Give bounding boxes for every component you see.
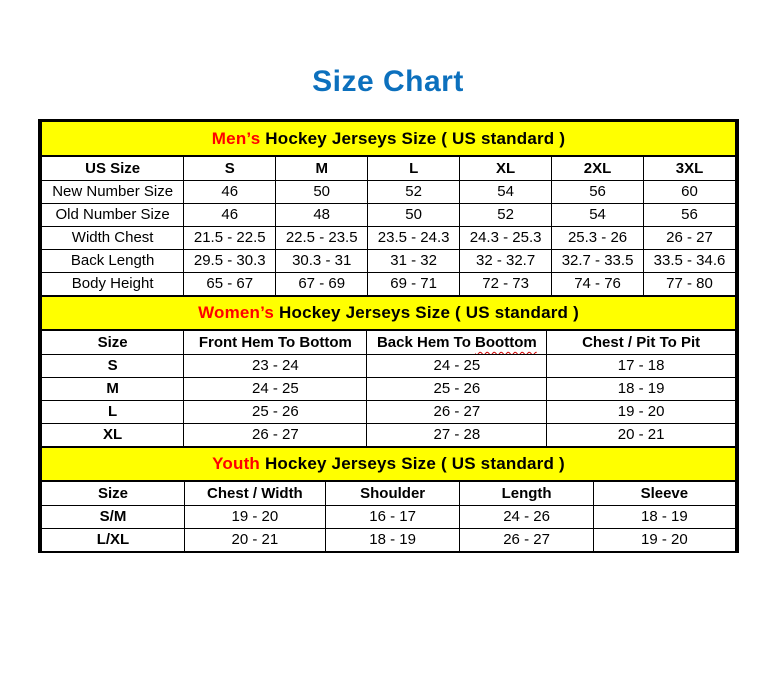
- size-value: 27 - 28: [367, 423, 547, 446]
- youth-section-title: [42, 447, 736, 481]
- row-label: New Number Size: [42, 180, 184, 203]
- size-value: 16 - 17: [325, 505, 460, 528]
- size-value: 18 - 19: [547, 377, 736, 400]
- column-header-text: 2XL: [583, 159, 612, 177]
- row-label: L: [42, 400, 184, 423]
- row-label: S: [42, 354, 184, 377]
- size-value: 22.5 - 23.5: [276, 226, 368, 249]
- column-header-text: Size: [97, 484, 128, 502]
- mens-section-title: [42, 122, 736, 156]
- youth-column-header: [325, 481, 460, 505]
- mens-column-header: [42, 156, 184, 180]
- column-header-text: S: [224, 159, 235, 177]
- size-value: 20 - 21: [547, 423, 736, 446]
- mens-column-header: [644, 156, 736, 180]
- youth-table-row: [42, 528, 736, 551]
- size-tables-container: [38, 119, 739, 553]
- mens-column-header: [276, 156, 368, 180]
- row-label: Width Chest: [42, 226, 184, 249]
- row-label: L/XL: [42, 528, 185, 551]
- size-value: 30.3 - 31: [276, 249, 368, 272]
- mens-column-header: [552, 156, 644, 180]
- size-value: 52: [368, 180, 460, 203]
- size-value: 25.3 - 26: [552, 226, 644, 249]
- size-value: 67 - 69: [276, 272, 368, 295]
- column-header-text: Sleeve: [640, 484, 689, 502]
- mens-section-title-accent: Men’s: [211, 128, 261, 148]
- column-header-text: 3XL: [675, 159, 704, 177]
- size-value: 54: [552, 203, 644, 226]
- mens-table-row: [42, 272, 736, 295]
- youth-column-header: [460, 481, 593, 505]
- size-value: 24 - 26: [460, 505, 593, 528]
- womens-column-header: [547, 330, 736, 354]
- row-label: M: [42, 377, 184, 400]
- size-value: 24 - 25: [367, 354, 547, 377]
- mens-column-header: [184, 156, 276, 180]
- size-value: 52: [460, 203, 552, 226]
- size-value: 32 - 32.7: [460, 249, 552, 272]
- mens-column-header: [460, 156, 552, 180]
- mens-table-row: [42, 180, 736, 203]
- size-value: 25 - 26: [367, 377, 547, 400]
- mens-section-title-rest: Hockey Jerseys Size ( US standard ): [260, 128, 566, 148]
- column-header-text: Chest / Pit To Pit: [582, 333, 701, 351]
- youth-column-header: [593, 481, 735, 505]
- size-value: 25 - 26: [184, 400, 367, 423]
- size-value: 18 - 19: [325, 528, 460, 551]
- size-value: 23.5 - 24.3: [368, 226, 460, 249]
- row-label: S/M: [42, 505, 185, 528]
- mens-size-table: [41, 122, 736, 296]
- size-value: 50: [368, 203, 460, 226]
- womens-table-row: [42, 423, 736, 446]
- womens-column-header: [367, 330, 547, 354]
- womens-section-title: [42, 296, 736, 330]
- size-value: 46: [184, 203, 276, 226]
- womens-table-row: [42, 354, 736, 377]
- size-value: 72 - 73: [460, 272, 552, 295]
- size-value: 77 - 80: [644, 272, 736, 295]
- column-header-text: Chest / Width: [207, 484, 303, 502]
- size-value: 69 - 71: [368, 272, 460, 295]
- size-value: 56: [644, 203, 736, 226]
- womens-column-header: [184, 330, 367, 354]
- size-value: 26 - 27: [367, 400, 547, 423]
- womens-size-table: [41, 296, 736, 447]
- column-header-text: Front Hem To Bottom: [198, 333, 352, 351]
- size-value: 21.5 - 22.5: [184, 226, 276, 249]
- mens-table-row: [42, 226, 736, 249]
- size-value: 33.5 - 34.6: [644, 249, 736, 272]
- column-header-text: Shoulder: [360, 484, 426, 502]
- mens-table-row: [42, 249, 736, 272]
- youth-section-title-accent: Youth: [212, 453, 261, 473]
- youth-section-title-rest: Hockey Jerseys Size ( US standard ): [260, 453, 565, 473]
- column-header-text: M: [315, 159, 328, 177]
- row-label: XL: [42, 423, 184, 446]
- size-value: 24.3 - 25.3: [460, 226, 552, 249]
- row-label: Old Number Size: [42, 203, 184, 226]
- size-value: 23 - 24: [184, 354, 367, 377]
- column-header-text: Back Hem To: [376, 333, 476, 351]
- size-value: 48: [276, 203, 368, 226]
- womens-table-row: [42, 400, 736, 423]
- size-value: 18 - 19: [593, 505, 735, 528]
- size-value: 26 - 27: [460, 528, 593, 551]
- youth-table-row: [42, 505, 736, 528]
- column-header-text: Length: [501, 484, 552, 502]
- size-value: 19 - 20: [547, 400, 736, 423]
- column-header-text: Size: [97, 333, 128, 351]
- size-value: 29.5 - 30.3: [184, 249, 276, 272]
- size-value: 31 - 32: [368, 249, 460, 272]
- row-label: Body Height: [42, 272, 184, 295]
- size-value: 19 - 20: [593, 528, 735, 551]
- size-value: 74 - 76: [552, 272, 644, 295]
- size-value: 24 - 25: [184, 377, 367, 400]
- column-header-text: L: [409, 159, 419, 177]
- size-value: 54: [460, 180, 552, 203]
- womens-section-title-accent: Women’s: [198, 302, 275, 322]
- size-value: 19 - 20: [184, 505, 325, 528]
- womens-column-header: [42, 330, 184, 354]
- youth-size-table: [41, 447, 736, 552]
- mens-column-header: [368, 156, 460, 180]
- misspelled-word: Boottom: [475, 333, 537, 351]
- page-title: Size Chart: [312, 65, 464, 98]
- womens-table-row: [42, 377, 736, 400]
- size-value: 17 - 18: [547, 354, 736, 377]
- size-value: 26 - 27: [644, 226, 736, 249]
- size-value: 26 - 27: [184, 423, 367, 446]
- size-value: 50: [276, 180, 368, 203]
- size-value: 60: [644, 180, 736, 203]
- column-header-text: US Size: [85, 159, 141, 177]
- row-label: Back Length: [42, 249, 184, 272]
- size-value: 65 - 67: [184, 272, 276, 295]
- mens-table-row: [42, 203, 736, 226]
- column-header-text: XL: [496, 159, 516, 177]
- size-value: 46: [184, 180, 276, 203]
- youth-column-header: [42, 481, 185, 505]
- size-value: 20 - 21: [184, 528, 325, 551]
- womens-section-title-rest: Hockey Jerseys Size ( US standard ): [274, 302, 579, 322]
- youth-column-header: [184, 481, 325, 505]
- size-value: 32.7 - 33.5: [552, 249, 644, 272]
- size-value: 56: [552, 180, 644, 203]
